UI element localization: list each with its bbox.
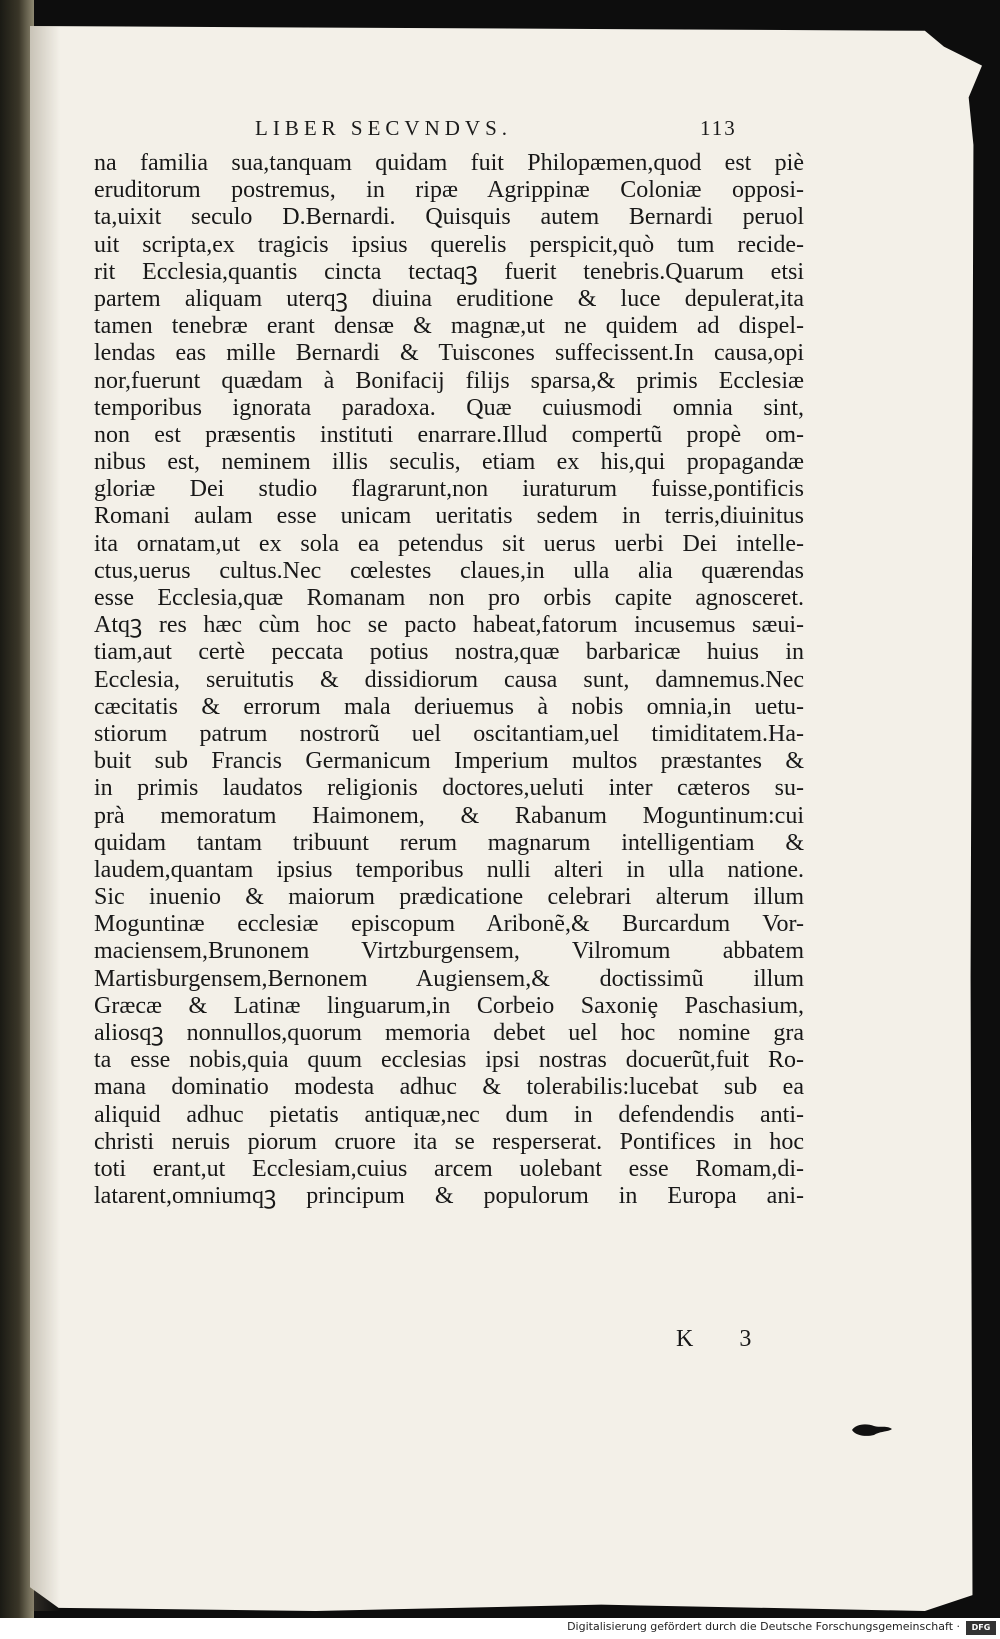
text-line: ta,uixit seculo D.Bernardi. Quisquis autem Bernardi peruol: [94, 204, 804, 231]
ink-blot-mark: [850, 1422, 894, 1438]
text-line: aliosqꝫ nonnullos,quorum memoria debet uel hoc nomine gra: [94, 1020, 804, 1046]
running-head: LIBER SECVNDVS.: [255, 116, 513, 140]
digitization-credit: Digitalisierung gefördert durch die Deutsche Forschungsgemeinschaft ·: [567, 1620, 960, 1633]
text-line: tamen tenebræ erant densæ & magnæ,ut ne quidem ad dispel-: [94, 313, 804, 340]
dfg-logo: DFG: [966, 1621, 996, 1635]
text-line: stiorum patrum nostrorũ uel oscitantiam,uel timiditatem.Ha-: [94, 720, 804, 747]
text-line: na familia sua,tanquam quidam fuit Philopæmen,quod est piè: [94, 150, 804, 176]
text-line: esse Ecclesia,quæ Romanam non pro orbis capite agnosceret.: [94, 585, 804, 611]
text-line: toti erant,ut Ecclesiam,cuius arcem uolebant esse Romam,di-: [94, 1155, 804, 1182]
text-line: ctus,uerus cultus.Nec cœlestes claues,in ulla alia quærendas: [94, 557, 804, 584]
text-line: latarent,omniumqꝫ principum & populorum in Europa ani-: [94, 1183, 804, 1210]
text-line: Sic inuenio & maiorum prædicatione celebrari alterum illum: [94, 884, 804, 911]
text-line: christi neruis piorum cruore ita se resperserat. Pontifices in hoc: [94, 1128, 804, 1155]
text-line: eruditorum postremus, in ripæ Agrippinæ Coloniæ opposi-: [94, 177, 804, 204]
text-line: rit Ecclesia,quantis cincta tectaqꝫ fuerit tenebris.Quarum etsi: [94, 258, 804, 285]
text-line: temporibus ignorata paradoxa. Quæ cuiusmodi omnia sint,: [94, 394, 804, 421]
text-line: partem aliquam uterqꝫ diuina eruditione & luce depulerat,ita: [94, 285, 804, 312]
text-line: quidam tantam tribuunt rerum magnarum intelligentiam &: [94, 829, 804, 856]
page-number: 113: [700, 116, 737, 140]
text-line: ita ornatam,ut ex sola ea petendus sit uerus uerbi Dei intelle-: [94, 530, 804, 557]
text-line: mana dominatio modesta adhuc & tolerabilis:lucebat sub ea: [94, 1074, 804, 1101]
text-line: laudem,quantam ipsius temporibus nulli alteri in ulla natione.: [94, 856, 804, 883]
text-line: ta esse nobis,quia quum ecclesias ipsi nostras docuerũt,fuit Ro-: [94, 1047, 804, 1074]
text-line: Ecclesia, seruitutis & dissidiorum causa sunt, damnemus.Nec: [94, 666, 804, 693]
text-line: aliquid adhuc pietatis antiquæ,nec dum in defendendis anti-: [94, 1101, 804, 1128]
text-line: Moguntinæ ecclesiæ episcopum Aribonẽ,& Burcardum Vor-: [94, 911, 804, 938]
text-line: prà memoratum Haimonem, & Rabanum Moguntinum:cui: [94, 802, 804, 829]
text-line: maciensem,Brunonem Virtzburgensem, Vilromum abbatem: [94, 938, 804, 965]
body-text: [94, 150, 804, 1210]
book-gutter-edge: [0, 0, 34, 1618]
text-line: gloriæ Dei studio flagrarunt,non iuraturum fuisse,pontificis: [94, 476, 804, 503]
text-line: buit sub Francis Germanicum Imperium multos præstantes &: [94, 748, 804, 775]
text-line: Romani aulam esse unicam ueritatis sedem in terris,diuinitus: [94, 503, 804, 530]
text-line: tiam,aut certè peccata potius nostra,quæ barbaricæ huius in: [94, 639, 804, 666]
text-line: cæcitatis & errorum mala deriuemus à nobis omnia,in uetu-: [94, 693, 804, 720]
text-line: Græcæ & Latinæ linguarum,in Corbeio Saxoniȩ Paschasium,: [94, 992, 804, 1019]
footer-bar: [0, 1618, 1000, 1639]
text-line: nor,fuerunt quædam à Bonifacij filijs sparsa,& primis Ecclesiæ: [94, 367, 804, 394]
text-line: Martisburgensem,Bernonem Augiensem,& doctissimũ illum: [94, 965, 804, 992]
text-line: nibus est, neminem illis seculis, etiam ex his,qui propagandæ: [94, 449, 804, 476]
text-line: in primis laudatos religionis doctores,ueluti inter cæteros su-: [94, 775, 804, 802]
text-line: lendas eas mille Bernardi & Tuiscones suffecissent.In causa,opi: [94, 340, 804, 367]
text-line: uit scripta,ex tragicis ipsius querelis perspicit,quò tum recide-: [94, 231, 804, 258]
text-line: non est præsentis instituti enarrare.Illud compertũ propè om-: [94, 421, 804, 448]
text-line: Atqꝫ res hæc cùm hoc se pacto habeat,fatorum incusemus sæui-: [94, 612, 804, 639]
signature-mark: K 3: [676, 1326, 772, 1352]
